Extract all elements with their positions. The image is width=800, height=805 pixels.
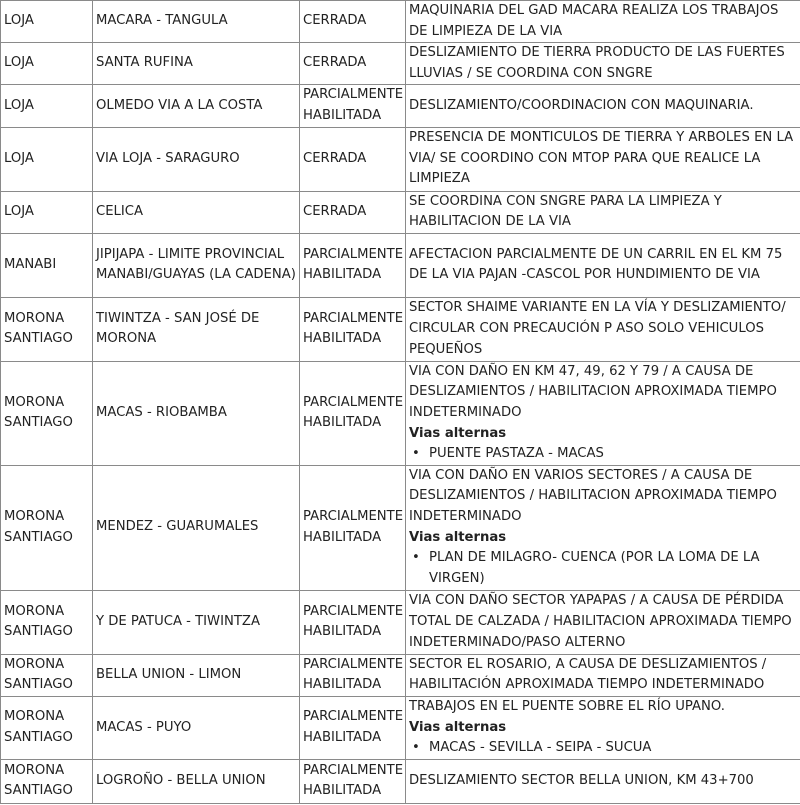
alternate-routes-list xyxy=(409,738,798,759)
route-cell: VIA LOJA - SARAGURO xyxy=(93,127,300,191)
province-cell: LOJA xyxy=(1,85,93,127)
detail-cell xyxy=(406,654,800,696)
detail-text: TRABAJOS EN EL PUENTE SOBRE EL RÍO UPANO. xyxy=(409,698,725,714)
status-cell: PARCIALMENTE HABILITADA xyxy=(300,85,406,127)
status-cell: PARCIALMENTE HABILITADA xyxy=(300,696,406,759)
detail-text: SE COORDINA CON SNGRE PARA LA LIMPIEZA Y HABILITACION DE LA VIA xyxy=(409,193,722,230)
province-cell: MORONA SANTIAGO xyxy=(1,465,93,590)
status-cell: CERRADA xyxy=(300,1,406,43)
table-row xyxy=(1,233,800,297)
detail-text: AFECTACION PARCIALMENTE DE UN CARRIL EN EL KM 75 DE LA VIA PAJAN -CASCOL POR HUNDIMIENTO DE VIA xyxy=(409,246,783,283)
road-status-table-body xyxy=(1,1,800,804)
status-cell: PARCIALMENTE HABILITADA xyxy=(300,759,406,803)
table-row xyxy=(1,361,800,465)
detail-cell xyxy=(406,297,800,361)
table-row xyxy=(1,654,800,696)
status-cell: CERRADA xyxy=(300,191,406,233)
alternate-routes-heading: Vias alternas xyxy=(409,719,507,735)
alternate-routes-list xyxy=(409,444,798,465)
province-cell: MORONA SANTIAGO xyxy=(1,590,93,654)
detail-text: VIA CON DAÑO EN VARIOS SECTORES / A CAUSA DE DESLIZAMIENTOS / HABILITACION APROXIMADA TIEMPO INDETERMINADO xyxy=(409,467,777,524)
alternate-route-item: • PUENTE PASTAZA - MACAS xyxy=(409,444,798,465)
province-cell: MORONA SANTIAGO xyxy=(1,696,93,759)
table-row xyxy=(1,465,800,590)
detail-cell xyxy=(406,191,800,233)
table-row xyxy=(1,696,800,759)
detail-text: DESLIZAMIENTO DE TIERRA PRODUCTO DE LAS FUERTES LLUVIAS / SE COORDINA CON SNGRE xyxy=(409,45,785,81)
table-row xyxy=(1,759,800,803)
table-row xyxy=(1,191,800,233)
detail-cell xyxy=(406,590,800,654)
detail-cell xyxy=(406,127,800,191)
route-cell: MACARA - TANGULA xyxy=(93,1,300,43)
detail-cell xyxy=(406,85,800,127)
detail-text: PRESENCIA DE MONTICULOS DE TIERRA Y ARBOLES EN LA VIA/ SE COORDINO CON MTOP PARA QUE REALICE LA LIMPIEZA xyxy=(409,130,794,187)
detail-text: VIA CON DAÑO EN KM 47, 49, 62 Y 79 / A CAUSA DE DESLIZAMIENTOS / HABILITACION APROXIMADA TIEMPO INDETERMINADO xyxy=(409,363,777,420)
table-row xyxy=(1,43,800,85)
detail-cell xyxy=(406,465,800,590)
province-cell: LOJA xyxy=(1,127,93,191)
table-row xyxy=(1,127,800,191)
detail-cell xyxy=(406,1,800,43)
route-cell: MENDEZ - GUARUMALES xyxy=(93,465,300,590)
route-cell: Y DE PATUCA - TIWINTZA xyxy=(93,590,300,654)
route-cell: BELLA UNION - LIMON xyxy=(93,654,300,696)
route-cell: MACAS - RIOBAMBA xyxy=(93,361,300,465)
table-row xyxy=(1,1,800,43)
status-cell: PARCIALMENTE HABILITADA xyxy=(300,361,406,465)
detail-text: MAQUINARIA DEL GAD MACARA REALIZA LOS TRABAJOS DE LIMPIEZA DE LA VIA xyxy=(409,3,779,39)
detail-cell xyxy=(406,696,800,759)
status-cell: CERRADA xyxy=(300,127,406,191)
route-cell: LOGROÑO - BELLA UNION xyxy=(93,759,300,803)
alternate-routes-heading: Vias alternas xyxy=(409,425,507,441)
province-cell: LOJA xyxy=(1,191,93,233)
province-cell: MORONA SANTIAGO xyxy=(1,297,93,361)
status-cell: CERRADA xyxy=(300,43,406,85)
alternate-route-item: • MACAS - SEVILLA - SEIPA - SUCUA xyxy=(409,738,798,759)
detail-text: SECTOR EL ROSARIO, A CAUSA DE DESLIZAMIENTOS / HABILITACIÓN APROXIMADA TIEMPO INDETERMINADO xyxy=(409,656,767,693)
detail-cell xyxy=(406,759,800,803)
status-cell: PARCIALMENTE HABILITADA xyxy=(300,233,406,297)
table-row xyxy=(1,85,800,127)
alternate-routes-heading: Vias alternas xyxy=(409,529,507,545)
route-cell: OLMEDO VIA A LA COSTA xyxy=(93,85,300,127)
province-cell: MANABI xyxy=(1,233,93,297)
status-cell: PARCIALMENTE HABILITADA xyxy=(300,297,406,361)
route-cell: CELICA xyxy=(93,191,300,233)
status-cell: PARCIALMENTE HABILITADA xyxy=(300,590,406,654)
province-cell: MORONA SANTIAGO xyxy=(1,759,93,803)
table-row xyxy=(1,297,800,361)
detail-cell xyxy=(406,43,800,85)
route-cell: JIPIJAPA - LIMITE PROVINCIAL MANABI/GUAYAS (LA CADENA) xyxy=(93,233,300,297)
province-cell: MORONA SANTIAGO xyxy=(1,361,93,465)
detail-text: SECTOR SHAIME VARIANTE EN LA VÍA Y DESLIZAMIENTO/ CIRCULAR CON PRECAUCIÓN P ASO SOLO VEHICULOS PEQUEÑOS xyxy=(409,300,786,357)
route-cell: TIWINTZA - SAN JOSÉ DE MORONA xyxy=(93,297,300,361)
detail-text: DESLIZAMIENTO/COORDINACION CON MAQUINARIA. xyxy=(409,97,754,113)
detail-cell xyxy=(406,361,800,465)
detail-text: DESLIZAMIENTO SECTOR BELLA UNION, KM 43+700 xyxy=(409,772,754,788)
province-cell: LOJA xyxy=(1,1,93,43)
detail-cell xyxy=(406,233,800,297)
route-cell: SANTA RUFINA xyxy=(93,43,300,85)
status-cell: PARCIALMENTE HABILITADA xyxy=(300,654,406,696)
table-row xyxy=(1,590,800,654)
alternate-route-item: • PLAN DE MILAGRO- CUENCA (POR LA LOMA DE LA VIRGEN) xyxy=(409,548,798,589)
status-cell: PARCIALMENTE HABILITADA xyxy=(300,465,406,590)
alternate-routes-list xyxy=(409,548,798,589)
route-cell: MACAS - PUYO xyxy=(93,696,300,759)
province-cell: MORONA SANTIAGO xyxy=(1,654,93,696)
detail-text: VIA CON DAÑO SECTOR YAPAPAS / A CAUSA DE PÉRDIDA TOTAL DE CALZADA / HABILITACION APROXIMADA TIEMPO INDETERMINADO/PASO ALTERNO xyxy=(409,593,792,650)
province-cell: LOJA xyxy=(1,43,93,85)
